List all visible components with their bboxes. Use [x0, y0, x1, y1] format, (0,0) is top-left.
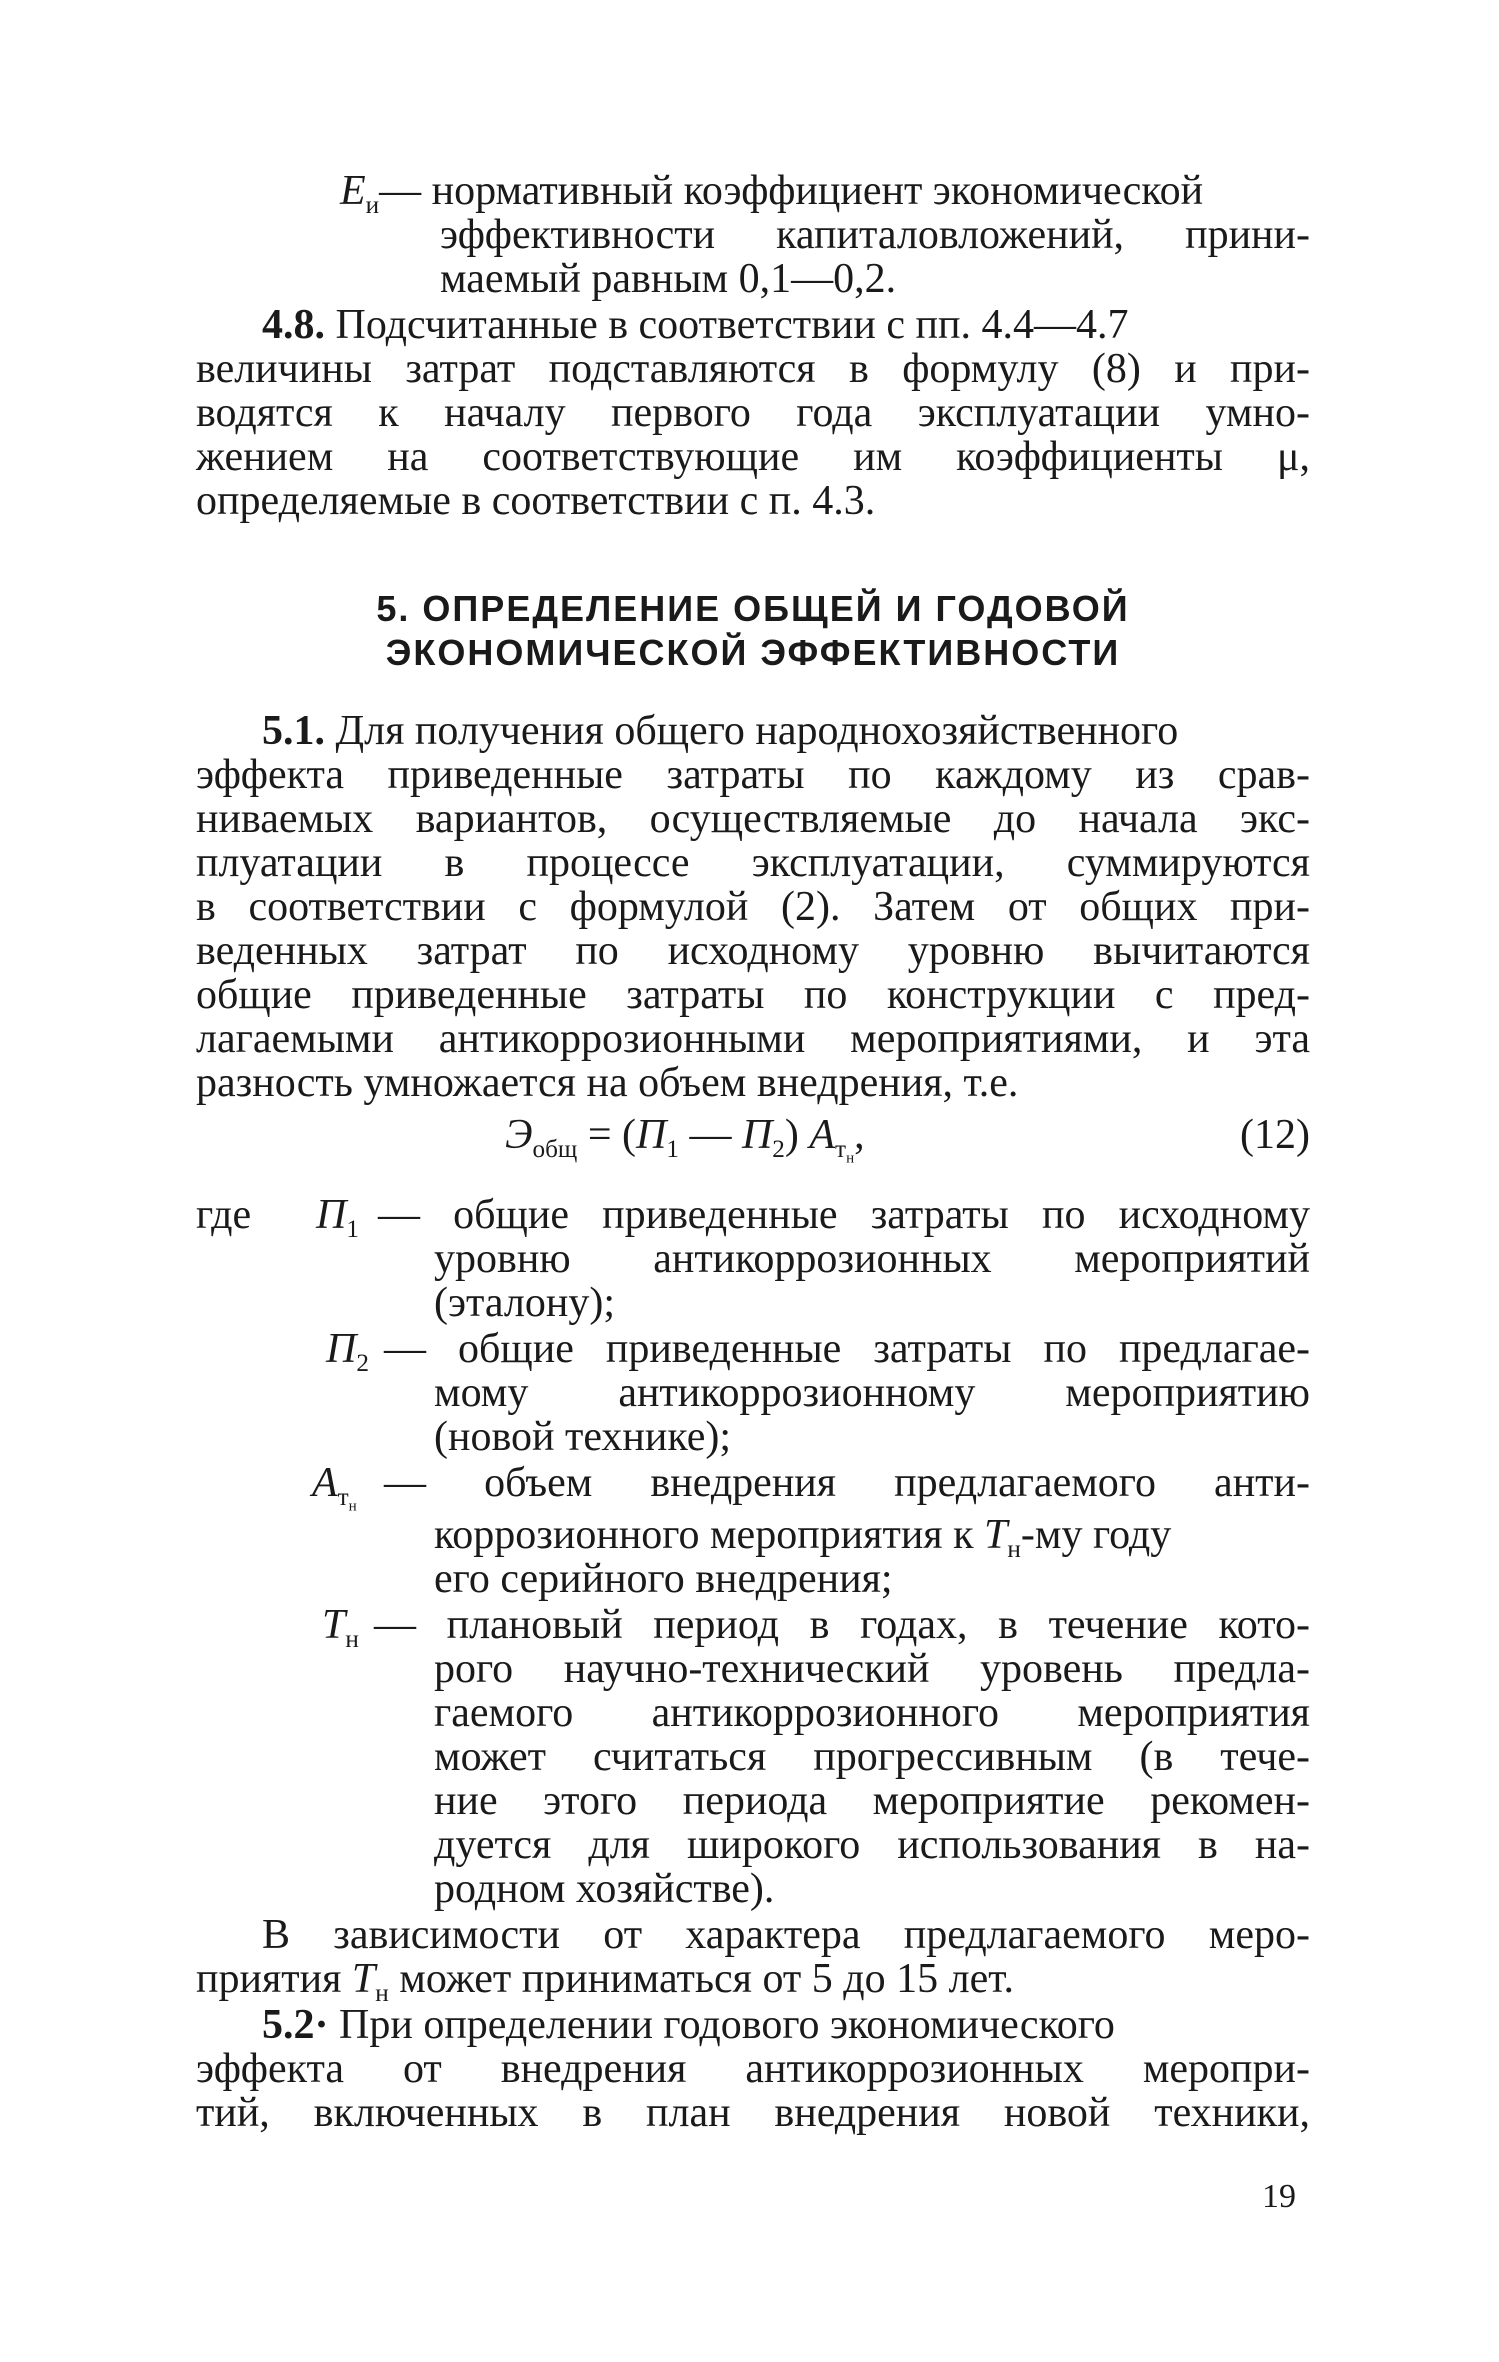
paragraph-5-2-text-1: При определении годового экономического — [339, 2002, 1115, 2048]
paragraph-5-1-line-4: плуатации в процессе эксплуатации, суммируются — [196, 840, 1310, 886]
paragraph-5-2-line-1 — [262, 2002, 1310, 2048]
where-t-line-5: ние этого периода мероприятие рекомен- — [434, 1778, 1310, 1824]
ei-text-3: маемый равным 0,1—0,2. — [440, 256, 897, 302]
section-heading-line-2: ЭКОНОМИЧЕСКОЙ ЭФФЕКТИВНОСТИ — [385, 632, 1121, 673]
paragraph-5-1-line-8: лагаемыми антикоррозионными мероприятиями, и эта — [196, 1016, 1310, 1062]
section-heading-line-1: 5. ОПРЕДЕЛЕНИЕ ОБЩЕЙ И ГОДОВОЙ — [376, 588, 1130, 629]
where-a-sub: т — [337, 1483, 349, 1511]
dependence-t-sub: н — [375, 1979, 389, 2007]
where-p1-line-2: уровню антикоррозионных мероприятий — [434, 1236, 1310, 1282]
ei-sub: и — [365, 191, 380, 219]
formula-close: ) — [784, 1112, 799, 1158]
paragraph-5-1-line-7: общие приведенные затраты по конструкции с пред- — [196, 972, 1310, 1018]
paragraph-4-8-line-4: жением на соответствующие им коэффициенты μ, — [196, 434, 1310, 480]
where-t-line-2: рого научно-технический уровень предла- — [434, 1646, 1310, 1692]
formula-open: ( — [622, 1112, 637, 1158]
formula-number: (12) — [1240, 1112, 1310, 1158]
paragraph-4-8-line-1 — [262, 302, 1310, 348]
where-t-line-7: родном хозяйстве). — [434, 1866, 775, 1912]
ei-text-1: — нормативный коэффициент экономической — [379, 168, 1204, 214]
paragraph-5-1-line-2: эффекта приведенные затраты по каждому из срав- — [196, 752, 1310, 798]
paragraph-5-1-line-6: веденных затрат по исходному уровню вычитаются — [196, 928, 1310, 974]
where-p1-sub: 1 — [346, 1215, 359, 1243]
where-p1-line-3: (эталону); — [434, 1280, 615, 1326]
formula-lhs-sub: общ — [532, 1135, 578, 1163]
where-a-line-2-t-sub: н — [1007, 1535, 1021, 1563]
paragraph-5-2-number: 5.2· — [262, 2002, 329, 2048]
paragraph-5-1-line-1 — [262, 708, 1310, 754]
paragraph-4-8-line-5: определяемые в соответствии с п. 4.3. — [196, 478, 876, 524]
paragraph-5-1-line-9: разность умножается на объем внедрения, т.е. — [196, 1060, 1019, 1106]
where-p1-term — [316, 1192, 359, 1243]
dependence-t: Т — [351, 1956, 376, 2002]
formula-p1: П — [636, 1112, 667, 1158]
paragraph-5-1-line-3: ниваемых вариантов, осуществляемые до начала экс- — [196, 796, 1310, 842]
where-a-symbol: А — [312, 1460, 338, 1506]
formula-lhs: Э — [505, 1112, 533, 1158]
formula-12 — [505, 1112, 865, 1167]
paragraph-5-1-line-5: в соответствии с формулой (2). Затем от общих при- — [196, 884, 1310, 930]
ei-text-2: эффективности капиталовложений, прини- — [440, 212, 1310, 258]
formula-minus: — — [689, 1112, 732, 1158]
paragraph-5-1-number: 5.1. — [262, 708, 325, 754]
where-t-line-3: гаемого антикоррозионного мероприятия — [434, 1690, 1310, 1736]
where-t-sub: н — [345, 1625, 359, 1653]
dependence-line-2-end: может приниматься от 5 до 15 лет. — [388, 1956, 1014, 2002]
where-a-line-1: — объем внедрения предлагаемого анти- — [384, 1460, 1310, 1506]
formula-a: А — [809, 1112, 836, 1158]
where-t-line-4: может считаться прогрессивным (в тече- — [434, 1734, 1310, 1780]
paragraph-4-8-line-3: водятся к началу первого года эксплуатации умно- — [196, 390, 1310, 436]
where-t-line-6: дуется для широкого использования в на- — [434, 1822, 1310, 1868]
formula-a-sub: т — [835, 1135, 847, 1163]
formula-eq: = — [587, 1112, 612, 1158]
where-a-subsub: н — [348, 1498, 357, 1515]
formula-p1-sub: 1 — [666, 1135, 679, 1163]
dependence-line-2-start: приятия — [196, 1956, 352, 2002]
paragraph-4-8-number: 4.8. — [262, 302, 325, 348]
paragraph-5-1-text-1: Для получения общего народнохозяйственного — [335, 708, 1179, 754]
where-t-term — [322, 1602, 359, 1653]
where-a-term — [312, 1460, 357, 1515]
dependence-line-1: В зависимости от характера предлагаемого меро- — [262, 1912, 1310, 1958]
where-p2-term — [326, 1326, 369, 1377]
where-p1-symbol: П — [316, 1192, 347, 1238]
where-t-line-1: — плановый период в годах, в течение кото- — [374, 1602, 1310, 1648]
ei-symbol: Е — [340, 168, 366, 214]
where-a-line-3: его серийного внедрения; — [434, 1556, 893, 1602]
dependence-line-2 — [196, 1956, 1014, 2007]
where-a-line-2-t: Т — [984, 1512, 1008, 1558]
paragraph-4-8-text-1: Подсчитанные в соответствии с пп. 4.4—4.7 — [335, 302, 1129, 348]
where-p2-line-2: мому антикоррозионному мероприятию — [434, 1370, 1310, 1416]
where-p2-line-3: (новой технике); — [434, 1414, 732, 1460]
formula-comma: , — [854, 1112, 865, 1158]
formula-a-subsub: н — [846, 1150, 855, 1167]
formula-p2: П — [741, 1112, 773, 1158]
formula-p2-sub: 2 — [772, 1135, 785, 1163]
page-number: 19 — [1262, 2178, 1296, 2215]
paragraph-4-8-line-2: величины затрат подставляются в формулу (8) и при- — [196, 346, 1310, 392]
where-word: где — [196, 1192, 252, 1238]
where-p1-line-1: — общие приведенные затраты по исходному — [378, 1192, 1310, 1238]
where-p2-line-1: — общие приведенные затраты по предлагае- — [384, 1326, 1310, 1372]
where-a-line-2-end: -му году — [1020, 1512, 1172, 1558]
where-t-symbol: Т — [322, 1602, 346, 1648]
where-a-line-2-start: коррозионного мероприятия к — [434, 1512, 985, 1558]
where-a-line-2 — [434, 1512, 1310, 1563]
definition-ei — [340, 168, 1204, 219]
where-p2-symbol: П — [326, 1326, 357, 1372]
paragraph-5-2-line-3: тий, включенных в план внедрения новой техники, — [196, 2090, 1310, 2136]
paragraph-5-2-line-2: эффекта от внедрения антикоррозионных меропри- — [196, 2046, 1310, 2092]
where-p2-sub: 2 — [356, 1349, 369, 1377]
